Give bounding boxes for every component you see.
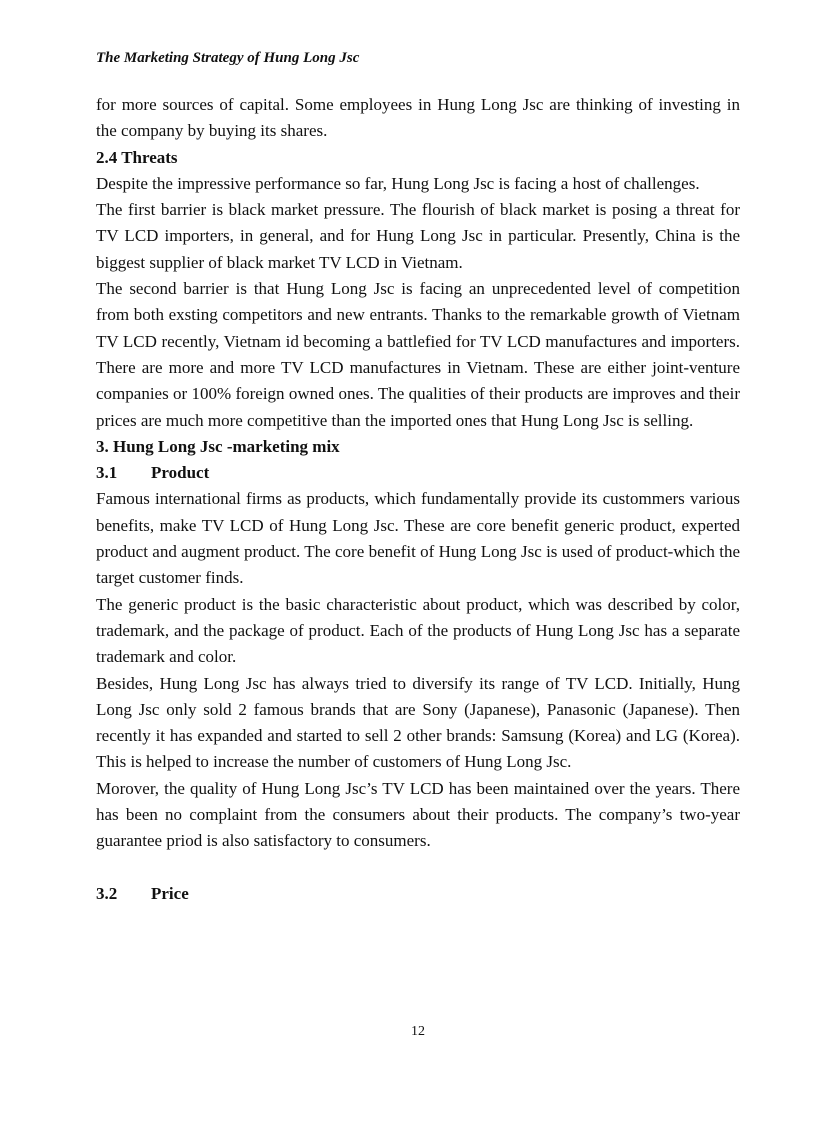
paragraph: Despite the impressive performance so far, Hung Long Jsc is facing a host of challenges.: [96, 173, 700, 193]
paragraph: Morover, the quality of Hung Long Jsc’s TV LCD has been maintained over the years. There has been no complaint from the consumers about their products. The company’s two-year guarantee priod is also satisfactory to consumers.: [96, 778, 740, 851]
running-header: The Marketing Strategy of Hung Long Jsc: [96, 50, 360, 66]
paragraph: for more sources of capital. Some employees in Hung Long Jsc are thinking of investing in the company by buying its shares.: [96, 95, 740, 141]
section-title: Price: [151, 883, 189, 903]
paragraph: The generic product is the basic characteristic about product, which was described by color, trademark, and the package of product. Each of the products of Hung Long Jsc has a separate trademark and color.: [96, 594, 740, 667]
document-body: [96, 92, 740, 907]
section-number: 3.2: [96, 883, 118, 903]
section-title: Product: [151, 463, 210, 483]
section-heading-product: [96, 460, 740, 486]
paragraph: Besides, Hung Long Jsc has always tried to diversify its range of TV LCD. Initially, Hung Long Jsc only sold 2 famous brands that are Sony (Japanese), Panasonic (Japanese). Then recently it has expanded and started to sell 2 other brands: Samsung (Korea) and LG (Korea). This is helped to increase the number of customers of Hung Long Jsc.: [96, 673, 740, 772]
paragraph: The second barrier is that Hung Long Jsc is facing an unprecedented level of competition from both exsting competitors and new entrants. Thanks to the remarkable growth of Vietnam TV LCD recently, Vietnam id becoming a battlefied for TV LCD manufactures and importers. There are more and more TV LCD manufactures in Vietnam. These are either joint-venture companies or 100% foreign owned ones. The qualities of their products are improves and their prices are much more competitive than the imported ones that Hung Long Jsc is selling.: [96, 279, 740, 430]
page-number: 12: [411, 1024, 425, 1039]
paragraph: The first barrier is black market pressure. The flourish of black market is posing a threat for TV LCD importers, in general, and for Hung Long Jsc in particular. Presently, China is the biggest supplier of black market TV LCD in Vietnam.: [96, 200, 740, 272]
section-heading-price: [96, 881, 740, 907]
section-heading-threats: 2.4 Threats: [96, 147, 178, 167]
spacer: [96, 855, 740, 881]
section-number: 3.1: [96, 463, 118, 483]
section-heading-marketing-mix: 3. Hung Long Jsc -marketing mix: [96, 436, 340, 456]
paragraph: Famous international firms as products, which fundamentally provide its custommers various benefits, make TV LCD of Hung Long Jsc. These are core benefit generic product, experted product and augment product. The core benefit of Hung Long Jsc is used of product-which the target customer finds.: [96, 489, 740, 588]
